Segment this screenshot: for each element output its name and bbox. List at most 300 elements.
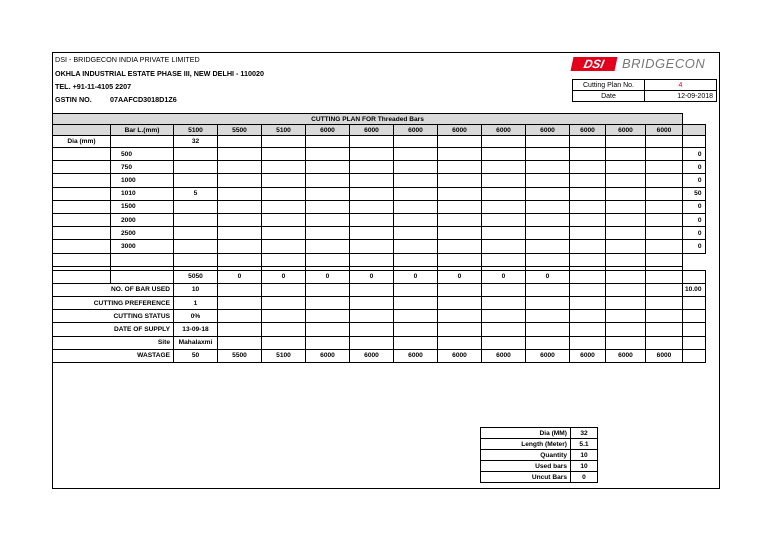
cut-quantity-cell [174,148,218,161]
dia-cell [218,136,262,148]
dia-label: Dia (mm) [53,136,111,148]
dia-cell [606,136,646,148]
cut-quantity-cell [394,213,438,226]
cut-quantity-cell [306,240,350,253]
cut-quantity-cell [350,213,394,226]
cut-length-total: 0 [683,148,706,161]
wastage-cell: 6000 [570,349,606,362]
company-address: OKHLA INDUSTRIAL ESTATE PHASE III, NEW DELHI - 110020 [55,69,264,78]
blank-cell [482,253,526,266]
cut-quantity-cell [218,161,262,174]
date-of-supply-cell [482,323,526,336]
site-cell [262,336,306,349]
cut-quantity-cell [606,240,646,253]
row-blank [53,240,111,253]
summary-value: 32 [571,428,598,439]
sum-cell [570,270,606,283]
cutting-status-label: CUTTING STATUS [53,310,174,323]
blank-cell [394,253,438,266]
wastage-cell: 6000 [526,349,570,362]
cut-quantity-cell [350,227,394,240]
bar-length-cell: 6000 [646,125,683,136]
cut-quantity-cell [646,187,683,200]
cut-quantity-cell [394,174,438,187]
sum-row-spacer [111,270,174,283]
blank-cell [262,253,306,266]
blank-cell [306,253,350,266]
wastage-cell: 6000 [306,349,350,362]
cut-quantity-cell [526,227,570,240]
cut-quantity-cell [306,161,350,174]
site-cell [394,336,438,349]
cut-quantity-cell [606,213,646,226]
date-of-supply-cell [262,323,306,336]
bar-length-label: Bar L.(mm) [111,125,174,136]
bar-length-cell: 6000 [526,125,570,136]
dia-cell [350,136,394,148]
cut-quantity-cell [174,240,218,253]
cutting-status-cell: 0% [174,310,218,323]
dia-cell [438,136,482,148]
date-of-supply-cell [306,323,350,336]
site-row [53,336,706,349]
cut-quantity-cell [218,174,262,187]
cut-length-total: 0 [683,200,706,213]
date-of-supply-cell [394,323,438,336]
no-of-bar-used-cell [606,283,646,296]
cut-quantity-cell [262,161,306,174]
blank-cell [646,253,683,266]
dia-cell [262,136,306,148]
cut-quantity-cell [526,200,570,213]
wastage-cell: 6000 [438,349,482,362]
cutting-status-cell [394,310,438,323]
row-blank [53,227,111,240]
wastage-cell: 6000 [606,349,646,362]
dia-cell [646,136,683,148]
cut-quantity-cell [482,187,526,200]
date-of-supply-cell [438,323,482,336]
cut-length-total: 0 [683,240,706,253]
cutting-status-cell [350,310,394,323]
date-value: 12-09-2018 [645,91,717,102]
cut-length-label: 500 [111,148,174,161]
cut-length-row [53,174,706,187]
blank-row [53,253,706,266]
no-of-bar-used-total: 10.00 [683,283,706,296]
cut-quantity-cell [394,227,438,240]
summary-row [481,428,598,439]
cut-quantity-cell [174,200,218,213]
cutting-preference-label: CUTTING PREFERENCE [53,297,174,310]
cut-quantity-cell [570,240,606,253]
cut-length-label: 1010 [111,187,174,200]
dia-cell: 32 [174,136,218,148]
cutting-preference-cell [526,297,570,310]
bar-length-cell: 6000 [306,125,350,136]
sum-cell: 0 [306,270,350,283]
cut-quantity-cell [350,174,394,187]
cut-quantity-cell [606,148,646,161]
cut-length-total: 0 [683,213,706,226]
bar-length-cell: 5500 [218,125,262,136]
wastage-cell: 6000 [350,349,394,362]
wastage-cell: 5500 [218,349,262,362]
cut-quantity-cell [438,148,482,161]
cut-length-label: 2500 [111,227,174,240]
sum-row [53,270,706,283]
dia-cell [394,136,438,148]
cut-length-label: 1500 [111,200,174,213]
dia-cell [570,136,606,148]
no-of-bar-used-cell [438,283,482,296]
sum-cell: 0 [482,270,526,283]
cutting-preference-cell: 1 [174,297,218,310]
date-of-supply-cell: 13-09-18 [174,323,218,336]
cut-quantity-cell [482,200,526,213]
no-of-bar-used-cell [262,283,306,296]
cutting-status-cell [482,310,526,323]
summary-table [480,427,598,483]
blank-cell [526,253,570,266]
wastage-cell: 6000 [394,349,438,362]
row-blank [53,200,111,213]
cut-quantity-cell [350,148,394,161]
row-blank [53,174,111,187]
cut-quantity-cell [262,227,306,240]
row-blank [53,187,111,200]
cutting-status-cell [262,310,306,323]
cut-quantity-cell [262,213,306,226]
cut-length-label: 750 [111,161,174,174]
wastage-cell: 5100 [262,349,306,362]
cut-quantity-cell [526,187,570,200]
date-of-supply-cell [570,323,606,336]
summary-row [481,450,598,461]
blank-cell [438,253,482,266]
summary-value: 0 [571,472,598,483]
cut-length-row [53,213,706,226]
cut-quantity-cell [438,240,482,253]
wastage-label: WASTAGE [53,349,174,362]
cutting-preference-cell [262,297,306,310]
cut-quantity-cell [218,227,262,240]
cut-length-total: 0 [683,227,706,240]
gstin-label: GSTIN NO. [55,95,92,104]
blank-cell [606,253,646,266]
cut-quantity-cell [350,200,394,213]
table-title-row [53,114,706,125]
cut-quantity-cell [570,213,606,226]
dia-cell [306,136,350,148]
cut-quantity-cell [482,148,526,161]
cut-quantity-cell [438,200,482,213]
summary-value: 5.1 [571,439,598,450]
sum-total-cell [683,270,706,283]
cut-length-label: 2000 [111,213,174,226]
cut-quantity-cell [218,240,262,253]
sum-cell: 5050 [174,270,218,283]
cut-quantity-cell [218,148,262,161]
cutting-preference-total [683,297,706,310]
cut-quantity-cell [438,161,482,174]
cut-quantity-cell [350,161,394,174]
cut-quantity-cell [394,187,438,200]
bridgecon-logo-text: BRIDGECON [622,56,706,71]
cut-quantity-cell [570,148,606,161]
cutting-plan-no-value: 4 [645,80,717,91]
site-cell [350,336,394,349]
cut-length-total: 0 [683,174,706,187]
dia-cell [526,136,570,148]
cut-length-total: 50 [683,187,706,200]
no-of-bar-used-cell [482,283,526,296]
bar-length-cell: 6000 [350,125,394,136]
cut-quantity-cell [394,148,438,161]
sum-cell: 0 [218,270,262,283]
cutting-status-row [53,310,706,323]
cut-quantity-cell [174,227,218,240]
date-of-supply-cell [606,323,646,336]
row-blank [53,213,111,226]
summary-value: 10 [571,461,598,472]
cutting-status-total [683,310,706,323]
bar-length-cell: 5100 [262,125,306,136]
no-of-bar-used-cell [526,283,570,296]
summary-label: Used bars [481,461,571,472]
cut-quantity-cell [438,227,482,240]
cut-quantity-cell [218,187,262,200]
row-blank [53,161,111,174]
summary-label: Uncut Bars [481,472,571,483]
row-blank [53,148,111,161]
bar-length-cell: 6000 [438,125,482,136]
cut-quantity-cell [482,161,526,174]
dia-total-cell [683,136,706,148]
cut-quantity-cell [646,148,683,161]
blank-cell [350,253,394,266]
cutting-preference-cell [570,297,606,310]
wastage-cell: 50 [174,349,218,362]
wastage-row [53,349,706,362]
cut-quantity-cell [306,187,350,200]
cutting-preference-cell [606,297,646,310]
cut-length-row [53,148,706,161]
cutting-plan-info [572,79,717,102]
cut-quantity-cell [306,213,350,226]
no-of-bar-used-cell [394,283,438,296]
company-telephone: TEL. +91-11-4105 2207 [55,82,132,91]
summary-label: Quantity [481,450,571,461]
site-cell [570,336,606,349]
cutting-status-cell [606,310,646,323]
bar-length-cell: 6000 [570,125,606,136]
sum-cell: 0 [438,270,482,283]
cut-quantity-cell [646,200,683,213]
cut-quantity-cell [438,213,482,226]
cut-quantity-cell [218,200,262,213]
cut-quantity-cell [482,240,526,253]
bar-length-cell: 6000 [394,125,438,136]
sum-cell [646,270,683,283]
no-of-bar-used-cell [306,283,350,296]
cut-length-row [53,187,706,200]
gstin-value: 07AAFCD3018D1Z6 [110,95,177,104]
site-total [683,336,706,349]
cutting-preference-cell [482,297,526,310]
cut-quantity-cell [606,200,646,213]
cut-quantity-cell [606,161,646,174]
sum-cell [606,270,646,283]
blank-cell [570,253,606,266]
sum-row-spacer [53,270,111,283]
dia-cell [482,136,526,148]
summary-label: Length (Meter) [481,439,571,450]
cutting-preference-cell [438,297,482,310]
wastage-total [683,349,706,362]
cut-length-row [53,227,706,240]
bar-length-cell: 6000 [606,125,646,136]
cut-quantity-cell [306,200,350,213]
cut-quantity-cell [646,161,683,174]
no-of-bar-used-cell [646,283,683,296]
cut-quantity-cell [306,148,350,161]
cut-quantity-cell [306,227,350,240]
cut-quantity-cell [570,187,606,200]
blank-cell [218,253,262,266]
cut-quantity-cell [262,187,306,200]
site-cell [526,336,570,349]
cut-quantity-cell [646,174,683,187]
cut-quantity-cell [174,161,218,174]
site-cell [218,336,262,349]
cutting-preference-row [53,297,706,310]
summary-row [481,472,598,483]
wastage-cell: 6000 [482,349,526,362]
bar-length-cell: 6000 [482,125,526,136]
cut-quantity-cell [646,213,683,226]
cutting-preference-cell [394,297,438,310]
cutting-preference-cell [306,297,350,310]
cutting-preference-cell [350,297,394,310]
cut-quantity-cell [394,200,438,213]
sum-cell: 0 [262,270,306,283]
cut-quantity-cell [262,200,306,213]
cut-quantity-cell [262,174,306,187]
cut-length-row [53,200,706,213]
summary-value: 10 [571,450,598,461]
cut-quantity-cell [526,174,570,187]
table-title: CUTTING PLAN FOR Threaded Bars [53,114,683,125]
cut-length-label: 1000 [111,174,174,187]
sum-cell: 0 [394,270,438,283]
bar-length-cell: 5100 [174,125,218,136]
cutting-status-cell [306,310,350,323]
cut-quantity-cell [174,174,218,187]
cut-quantity-cell [482,174,526,187]
cut-quantity-cell [306,174,350,187]
cut-quantity-cell [606,187,646,200]
bar-length-row [53,125,706,136]
blank-cell [111,253,174,266]
site-label: Site [53,336,174,349]
no-of-bar-used-cell [218,283,262,296]
cut-quantity-cell: 5 [174,187,218,200]
no-of-bar-used-cell: 10 [174,283,218,296]
wastage-cell: 6000 [646,349,683,362]
date-of-supply-cell [526,323,570,336]
summary-row [481,461,598,472]
date-of-supply-label: DATE OF SUPPLY [53,323,174,336]
bar-length-label-spacer [53,125,111,136]
date-of-supply-row [53,323,706,336]
cut-quantity-cell [570,227,606,240]
summary-row [481,439,598,450]
site-cell: Mahalaxmi [174,336,218,349]
cut-quantity-cell [482,213,526,226]
date-of-supply-cell [350,323,394,336]
site-cell [306,336,350,349]
no-of-bar-used-row [53,283,706,296]
site-cell [606,336,646,349]
site-cell [438,336,482,349]
cutting-plan-table [52,113,706,363]
blank-cell [53,253,111,266]
dsi-logo-mark: DSI [571,57,618,71]
date-of-supply-cell [218,323,262,336]
cutting-preference-cell [646,297,683,310]
date-of-supply-cell [646,323,683,336]
cut-quantity-cell [218,213,262,226]
sum-cell: 0 [350,270,394,283]
cut-quantity-cell [394,240,438,253]
cutting-status-cell [526,310,570,323]
cut-quantity-cell [438,174,482,187]
blank-cell [174,253,218,266]
cut-quantity-cell [482,227,526,240]
cut-quantity-cell [646,227,683,240]
cut-quantity-cell [606,174,646,187]
cut-quantity-cell [526,161,570,174]
cut-quantity-cell [174,213,218,226]
no-of-bar-used-cell [570,283,606,296]
cut-quantity-cell [526,213,570,226]
cut-quantity-cell [262,240,306,253]
cut-length-total: 0 [683,161,706,174]
cut-length-row [53,161,706,174]
cutting-status-cell [438,310,482,323]
cut-quantity-cell [438,187,482,200]
dia-row [53,136,706,148]
cutting-preference-cell [218,297,262,310]
cut-quantity-cell [526,240,570,253]
cut-quantity-cell [570,161,606,174]
no-of-bar-used-label: NO. OF BAR USED [53,283,174,296]
cutting-plan-no-label: Cutting Plan No. [573,80,645,91]
cutting-status-cell [646,310,683,323]
cut-quantity-cell [350,187,394,200]
cut-quantity-cell [350,240,394,253]
no-of-bar-used-cell [350,283,394,296]
cut-quantity-cell [526,148,570,161]
cut-length-label: 3000 [111,240,174,253]
cutting-status-cell [570,310,606,323]
company-name: DSI - BRIDGECON INDIA PRIVATE LIMITED [55,55,200,64]
cut-quantity-cell [570,174,606,187]
cut-quantity-cell [606,227,646,240]
cut-quantity-cell [570,200,606,213]
sum-cell: 0 [526,270,570,283]
